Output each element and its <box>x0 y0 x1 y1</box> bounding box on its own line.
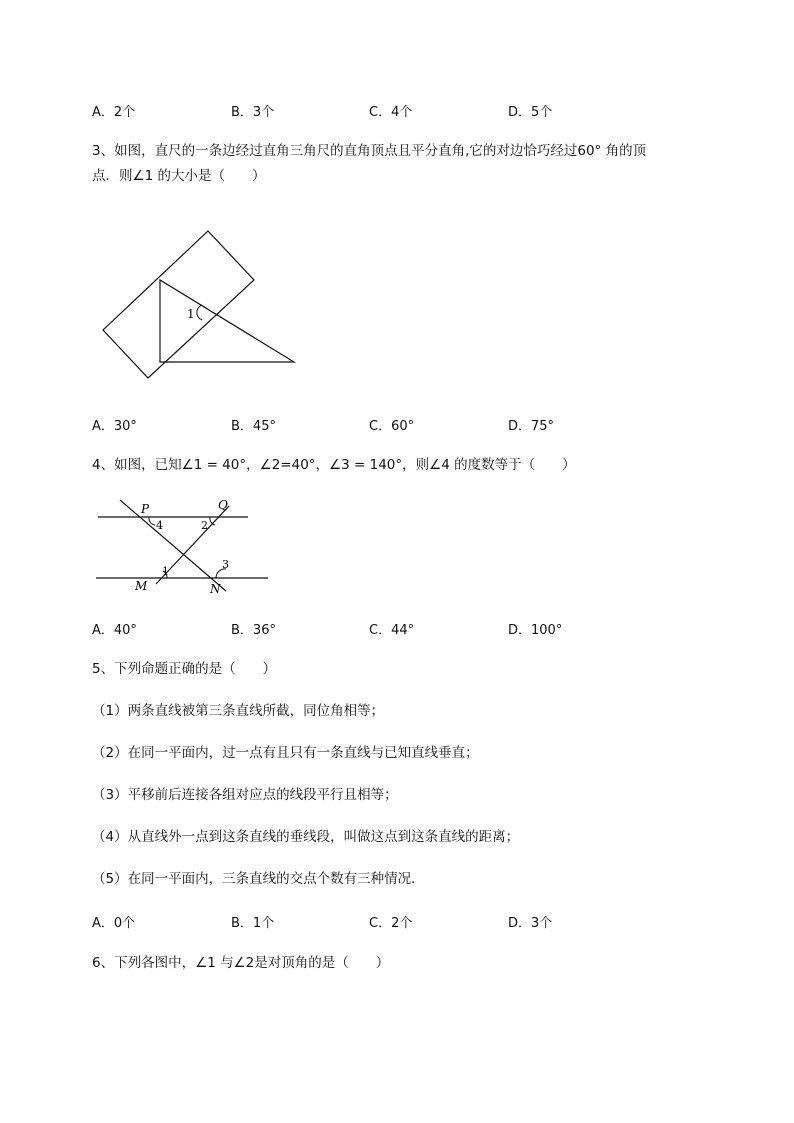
q5-option-c: C．2个 <box>369 916 413 931</box>
q3-figure <box>95 225 305 385</box>
triangle-shape <box>160 280 294 362</box>
q5-statement-1: （1）两条直线被第三条直线所截，同位角相等； <box>92 703 385 719</box>
q2-option-b: B．3个 <box>231 105 275 120</box>
ruler-shape <box>103 231 254 378</box>
point-n-label: N <box>210 582 221 596</box>
point-p-label: P <box>141 502 150 516</box>
q3-options <box>92 415 652 433</box>
q5-option-d: D．3个 <box>508 916 553 931</box>
point-m-label: M <box>135 579 148 593</box>
q4-option-a: A．40° <box>92 623 137 638</box>
q3-option-b: B．45° <box>231 419 276 434</box>
q4-option-d: D．100° <box>508 623 563 638</box>
q5-options <box>92 912 652 930</box>
q4-options <box>92 619 652 637</box>
angle-1-label: 1 <box>187 307 195 321</box>
q3-stem-line1: 3、如图，直尺的一条边经过直角三角尺的直角顶点且平分直角,它的对边恰巧经过60° 角的顶 <box>92 143 647 159</box>
q2-option-a: A．2个 <box>92 105 136 120</box>
q5-statement-5: （5）在同一平面内，三条直线的交点个数有三种情况． <box>92 871 425 887</box>
angle-1-arc <box>197 305 202 320</box>
q6-stem: 6、下列各图中，∠1 与∠2是对顶角的是（ ） <box>92 955 390 971</box>
q3-option-a: A．30° <box>92 419 137 434</box>
angle-2-label: 2 <box>201 519 208 532</box>
q5-option-b: B．1个 <box>231 916 275 931</box>
angle-1-label: 1 <box>162 565 169 578</box>
q5-statement-4: （4）从直线外一点到这条直线的垂线段，叫做这点到这条直线的距离； <box>92 829 520 845</box>
q4-option-b: B．36° <box>231 623 276 638</box>
angle-4-label: 4 <box>156 519 163 532</box>
q2-option-c: C．4个 <box>369 105 413 120</box>
q3-option-c: C．60° <box>369 419 415 434</box>
angle-3-label: 3 <box>222 558 229 571</box>
q5-statement-3: （3）平移前后连接各组对应点的线段平行且相等； <box>92 787 398 803</box>
point-q-label: Q <box>218 498 228 512</box>
q4-stem: 4、如图，已知∠1 = 40°，∠2=40°，∠3 = 140°，则∠4 的度数等于（ ） <box>92 457 576 473</box>
q5-statement-2: （2）在同一平面内，过一点有且只有一条直线与已知直线垂直； <box>92 745 479 761</box>
q4-figure <box>92 494 274 598</box>
q2-option-d: D．5个 <box>508 105 553 120</box>
angle-4-arc <box>149 517 155 525</box>
q4-option-c: C．44° <box>369 623 415 638</box>
q5-stem: 5、下列命题正确的是（ ） <box>92 661 277 677</box>
q3-option-d: D．75° <box>508 419 555 434</box>
transversal-pn <box>120 500 226 591</box>
q2-options <box>92 101 652 119</box>
q5-option-a: A．0个 <box>92 916 136 931</box>
q3-stem-line2: 点．则∠1 的大小是（ ） <box>92 168 266 184</box>
